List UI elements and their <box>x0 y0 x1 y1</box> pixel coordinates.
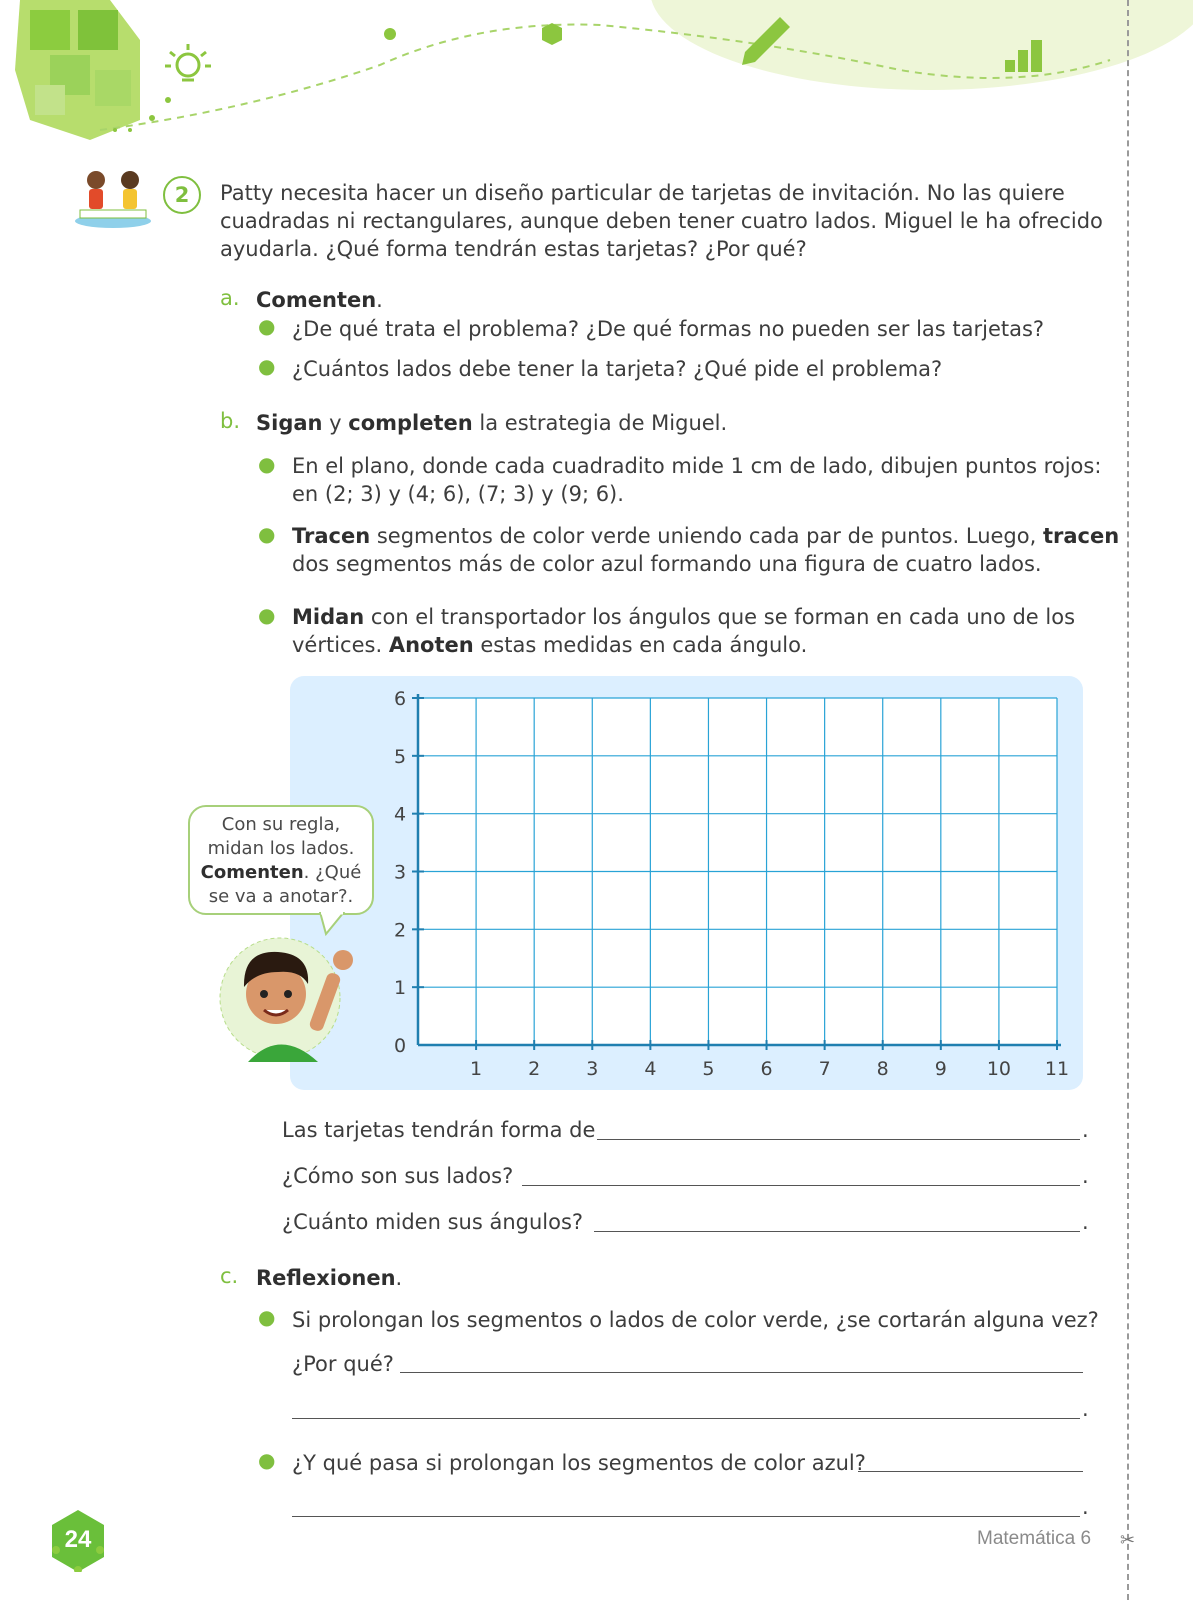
x-tick-label: 11 <box>1044 1058 1070 1080</box>
part-b-verb-1: Sigan <box>256 411 323 435</box>
part-a-letter: a. <box>220 286 240 310</box>
x-tick-label: 6 <box>760 1058 773 1080</box>
speech-bold-word: Comenten <box>200 862 304 883</box>
y-tick-label: 3 <box>393 861 407 884</box>
answer-prompt-3: ¿Cuánto miden sus ángulos? <box>282 1210 584 1234</box>
bold-word: Tracen <box>292 524 371 548</box>
speech-line-2: midan los lados. <box>207 838 355 859</box>
problem-statement-line-2: cuadradas ni rectangulares, aunque deben tener cuatro lados. Miguel le ha ofrecido <box>220 209 1103 233</box>
part-b-connector: y <box>322 411 349 435</box>
bullet-icon: ● <box>258 314 276 338</box>
cubes-icon <box>15 0 140 140</box>
y-tick-label: 0 <box>393 1035 407 1057</box>
period: . <box>1082 1210 1089 1234</box>
speech-line-1: Con su regla, <box>221 814 341 835</box>
coordinate-plane[interactable] <box>290 676 1083 1090</box>
bullet-text: con el transportador los ángulos que se forman en cada uno de los <box>364 605 1076 629</box>
part-a-bullet-2: ¿Cuántos lados debe tener la tarjeta? ¿Qué pide el problema? <box>292 357 943 381</box>
speech-line-3-rest: . ¿Qué <box>303 862 362 883</box>
speech-bubble <box>188 805 374 915</box>
bullet-text: estas medidas en cada ángulo. <box>473 633 808 657</box>
part-c-period: . <box>395 1266 403 1290</box>
y-tick-label: 5 <box>393 745 407 768</box>
part-c-bullet-2: ¿Y qué pasa si prolongan los segmentos de color azul? <box>292 1451 866 1475</box>
bullet-icon: ● <box>258 522 276 546</box>
part-b-bullet-1-line-2: en (2; 3) y (4; 6), (7; 3) y (9; 6). <box>292 482 624 506</box>
bullet-icon: ● <box>258 452 276 476</box>
bold-word: Anoten <box>388 633 474 657</box>
part-b-rest: la estrategia de Miguel. <box>472 411 728 435</box>
cut-line <box>1127 0 1129 1600</box>
part-b-heading <box>256 409 727 437</box>
part-c-title: Reflexionen <box>256 1266 396 1290</box>
book-title: Matemática 6 <box>977 1528 1092 1549</box>
part-b-letter: b. <box>220 409 241 433</box>
part-b-bullet-3-line-2 <box>292 631 807 659</box>
speech-line-4: se va a anotar?. <box>208 886 354 907</box>
part-c-letter: c. <box>220 1264 239 1288</box>
part-b-bullet-1-line-1: En el plano, donde cada cuadradito mide 1 cm de lado, dibujen puntos rojos: <box>292 454 1102 478</box>
part-c-bullet-1: Si prolongan los segmentos o lados de color verde, ¿se cortarán alguna vez? <box>292 1308 1099 1332</box>
y-tick-label: 2 <box>393 919 407 942</box>
y-tick-label: 4 <box>393 803 407 826</box>
period: . <box>1082 1495 1089 1519</box>
answer-blank-2[interactable] <box>522 1185 1080 1186</box>
answer-blank-3[interactable] <box>594 1231 1080 1232</box>
bold-word: tracen <box>1042 524 1120 548</box>
part-a-heading <box>256 286 383 314</box>
boy-pointing-icon <box>218 932 368 1068</box>
problem-number-badge: 2 <box>163 176 201 214</box>
x-tick-label: 5 <box>702 1058 715 1080</box>
part-c-bullet-1-followup: ¿Por qué? <box>292 1352 394 1376</box>
x-tick-label: 2 <box>528 1058 541 1080</box>
bullet-icon: ● <box>258 354 276 378</box>
period: . <box>1082 1118 1089 1142</box>
lightbulb-icon <box>165 44 211 80</box>
part-b-bullet-2-line-1 <box>292 522 1119 550</box>
bold-word: Midan <box>292 605 365 629</box>
problem-statement-line-3: ayudarla. ¿Qué forma tendrán estas tarjetas? ¿Por qué? <box>220 237 807 261</box>
answer-blank-4[interactable] <box>400 1372 1083 1373</box>
y-tick-label: 6 <box>393 688 407 710</box>
part-c-heading <box>256 1264 402 1292</box>
problem-statement-line-1: Patty necesita hacer un diseño particular de tarjetas de invitación. No las quiere <box>220 181 1065 205</box>
answer-blank-6[interactable] <box>858 1471 1083 1472</box>
x-tick-label: 9 <box>934 1058 947 1080</box>
part-a-period: . <box>376 288 383 312</box>
x-tick-label: 10 <box>986 1058 1012 1080</box>
children-reading-icon <box>72 166 154 230</box>
answer-prompt-2: ¿Cómo son sus lados? <box>282 1164 514 1188</box>
speech-line-3 <box>190 861 372 885</box>
part-b-bullet-2-line-2: dos segmentos más de color azul formando una figura de cuatro lados. <box>292 552 1042 576</box>
x-tick-label: 4 <box>644 1058 657 1080</box>
page-number: 24 <box>64 1526 92 1553</box>
x-tick-label: 3 <box>586 1058 599 1080</box>
bullet-icon: ● <box>258 603 276 627</box>
x-tick-label: 7 <box>818 1058 831 1080</box>
period: . <box>1082 1397 1089 1421</box>
scissors-icon: ✂ <box>1120 1530 1136 1551</box>
answer-blank-5[interactable] <box>292 1418 1080 1419</box>
answer-prompt-1: Las tarjetas tendrán forma de <box>282 1118 596 1142</box>
period: . <box>1082 1164 1089 1188</box>
part-a-bullet-1: ¿De qué trata el problema? ¿De qué formas no pueden ser las tarjetas? <box>292 317 1045 341</box>
answer-blank-7[interactable] <box>292 1516 1080 1517</box>
header-decoration <box>0 0 1193 160</box>
part-b-verb-2: completen <box>348 411 473 435</box>
answer-blank-1[interactable] <box>597 1139 1080 1140</box>
bullet-icon: ● <box>258 1305 276 1329</box>
part-b-bullet-3-line-1 <box>292 603 1075 631</box>
part-a-title: Comenten <box>256 288 377 312</box>
x-tick-label: 8 <box>876 1058 889 1080</box>
x-tick-label: 1 <box>470 1058 483 1080</box>
bullet-text: segmentos de color verde uniendo cada par de puntos. Luego, <box>370 524 1043 548</box>
y-tick-label: 1 <box>393 977 407 1000</box>
bullet-icon: ● <box>258 1448 276 1472</box>
bullet-text: vértices. <box>292 633 389 657</box>
